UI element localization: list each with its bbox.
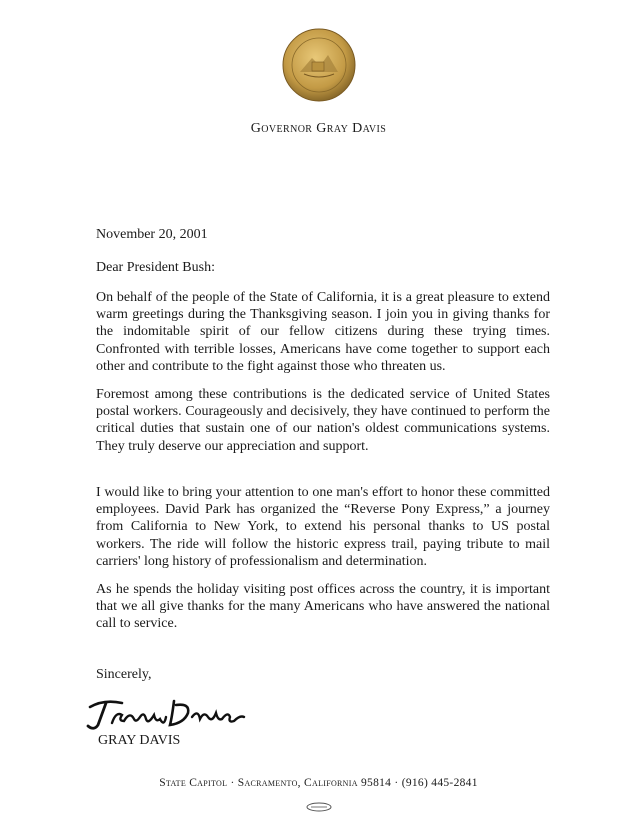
footer-address: State Capitol · Sacramento, California 95814 · (916) 445-2841 <box>159 777 478 789</box>
body-paragraph-1: On behalf of the people of the State of California, it is a great pleasure to extend warm greetings during the Thanksgiving season. I join you in giving thanks for the indomitable spirit of our fellow citizens during these trying times. Confronted with terrible losses, Americans have come together to support each other and contribute to the fight against those who threaten us. <box>96 290 550 374</box>
closing: Sincerely, <box>96 667 152 682</box>
body-paragraph-4: As he spends the holiday visiting post offices across the country, it is important that we all give thanks for the many Americans who have answered the national call to service. <box>96 582 550 632</box>
letterhead-title: Governor Gray Davis <box>250 121 387 136</box>
union-bug-icon <box>306 802 332 812</box>
body-paragraph-2: Foremost among these contributions is the dedicated service of United States postal workers. Courageously and decisively, they have continued to perform the critical duties that sustain one of our nation's oldest communications systems. They truly deserve our appreciation and support. <box>96 387 550 454</box>
handwritten-signature <box>84 693 249 733</box>
salutation: Dear President Bush: <box>96 260 215 275</box>
state-seal-icon <box>282 28 356 102</box>
body-paragraph-3: I would like to bring your attention to one man's effort to honor these committed employees. David Park has organized the “Reverse Pony Express,” a journey from California to New York, to extend his personal thanks to US postal workers. The ride will follow the historic express trail, paying tribute to mail carriers' long history of professionalism and determination. <box>96 485 550 569</box>
signer-name: GRAY DAVIS <box>98 733 181 748</box>
letter-date: November 20, 2001 <box>96 227 208 242</box>
